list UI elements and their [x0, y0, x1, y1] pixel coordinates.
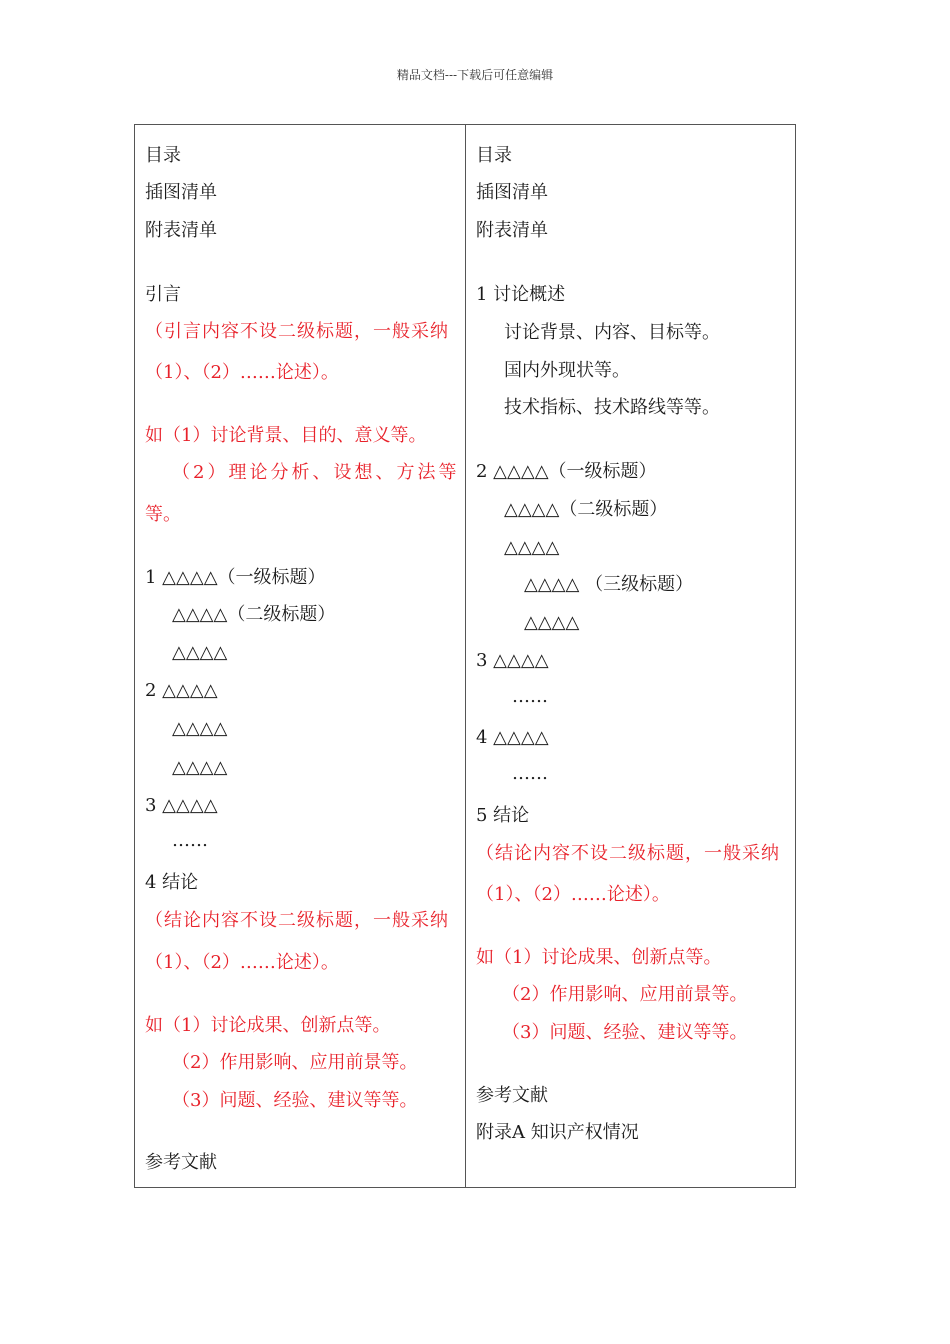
right-conclusion-example-2: （2）作用影响、应用前景等。 — [502, 984, 748, 1005]
right-conclusion-note-2: （1）、（2）……论述）。 — [476, 884, 670, 905]
right-chapter-1-a: 讨论背景、内容、目标等。 — [504, 322, 720, 343]
left-chapter-1-1: △△△△（二级标题） — [172, 604, 336, 625]
left-intro-note-2: （1）、（2）……论述）。 — [145, 362, 339, 383]
left-chapter-1-2: △△△△ — [172, 642, 228, 663]
page-header: 精品文档---下载后可任意编辑 — [396, 68, 554, 82]
left-chapter-4: 4 结论 — [145, 872, 199, 893]
left-intro-note-1: （引言内容不设二级标题，一般采纳 — [145, 321, 449, 342]
left-intro-example-3: 等。 — [145, 504, 181, 525]
left-tables: 附表清单 — [145, 220, 217, 241]
left-toc: 目录 — [145, 145, 181, 166]
right-tables: 附表清单 — [476, 220, 548, 241]
right-references: 参考文献 — [476, 1085, 548, 1106]
right-conclusion-example-3: （3）问题、经验、建议等等。 — [502, 1022, 748, 1043]
left-references: 参考文献 — [145, 1152, 217, 1173]
column-divider — [465, 125, 466, 1187]
left-figures: 插图清单 — [145, 182, 217, 203]
left-chapter-3: 3 △△△△ — [145, 795, 218, 816]
left-chapter-3-ellipsis: …… — [172, 830, 208, 851]
right-chapter-4-ellipsis: …… — [512, 763, 548, 784]
left-intro: 引言 — [145, 284, 181, 305]
right-chapter-4: 4 △△△△ — [476, 727, 549, 748]
left-chapter-1: 1 △△△△（一级标题） — [145, 567, 326, 588]
left-intro-example-1: 如（1）讨论背景、目的、意义等。 — [145, 425, 427, 446]
right-chapter-2: 2 △△△△（一级标题） — [476, 461, 657, 482]
right-appendix: 附录A 知识产权情况 — [476, 1122, 639, 1143]
left-conclusion-example-2: （2）作用影响、应用前景等。 — [172, 1052, 418, 1073]
right-chapter-1: 1 讨论概述 — [476, 284, 566, 305]
left-intro-example-2: （2）理论分析、设想、方法等 — [172, 462, 460, 483]
right-toc: 目录 — [476, 145, 512, 166]
right-chapter-2-1: △△△△（二级标题） — [504, 499, 668, 520]
left-chapter-2-2: △△△△ — [172, 757, 228, 778]
right-chapter-2-2-1: △△△△ （三级标题） — [524, 574, 694, 595]
right-chapter-1-b: 国内外现状等。 — [504, 360, 630, 381]
right-conclusion-example-1: 如（1）讨论成果、创新点等。 — [476, 947, 722, 968]
left-conclusion-example-3: （3）问题、经验、建议等等。 — [172, 1090, 418, 1111]
right-chapter-5: 5 结论 — [476, 805, 530, 826]
left-conclusion-note-2: （1）、（2）……论述）。 — [145, 952, 339, 973]
right-chapter-2-2: △△△△ — [504, 537, 560, 558]
right-chapter-1-c: 技术指标、技术路线等等。 — [504, 397, 720, 418]
left-chapter-2-1: △△△△ — [172, 718, 228, 739]
left-conclusion-example-1: 如（1）讨论成果、创新点等。 — [145, 1015, 391, 1036]
left-chapter-2: 2 △△△△ — [145, 680, 218, 701]
left-conclusion-note-1: （结论内容不设二级标题，一般采纳 — [145, 910, 449, 931]
right-chapter-3: 3 △△△△ — [476, 650, 549, 671]
right-conclusion-note-1: （结论内容不设二级标题，一般采纳 — [476, 843, 780, 864]
right-chapter-2-2-2: △△△△ — [524, 612, 580, 633]
right-chapter-3-ellipsis: …… — [512, 686, 548, 707]
right-figures: 插图清单 — [476, 182, 548, 203]
